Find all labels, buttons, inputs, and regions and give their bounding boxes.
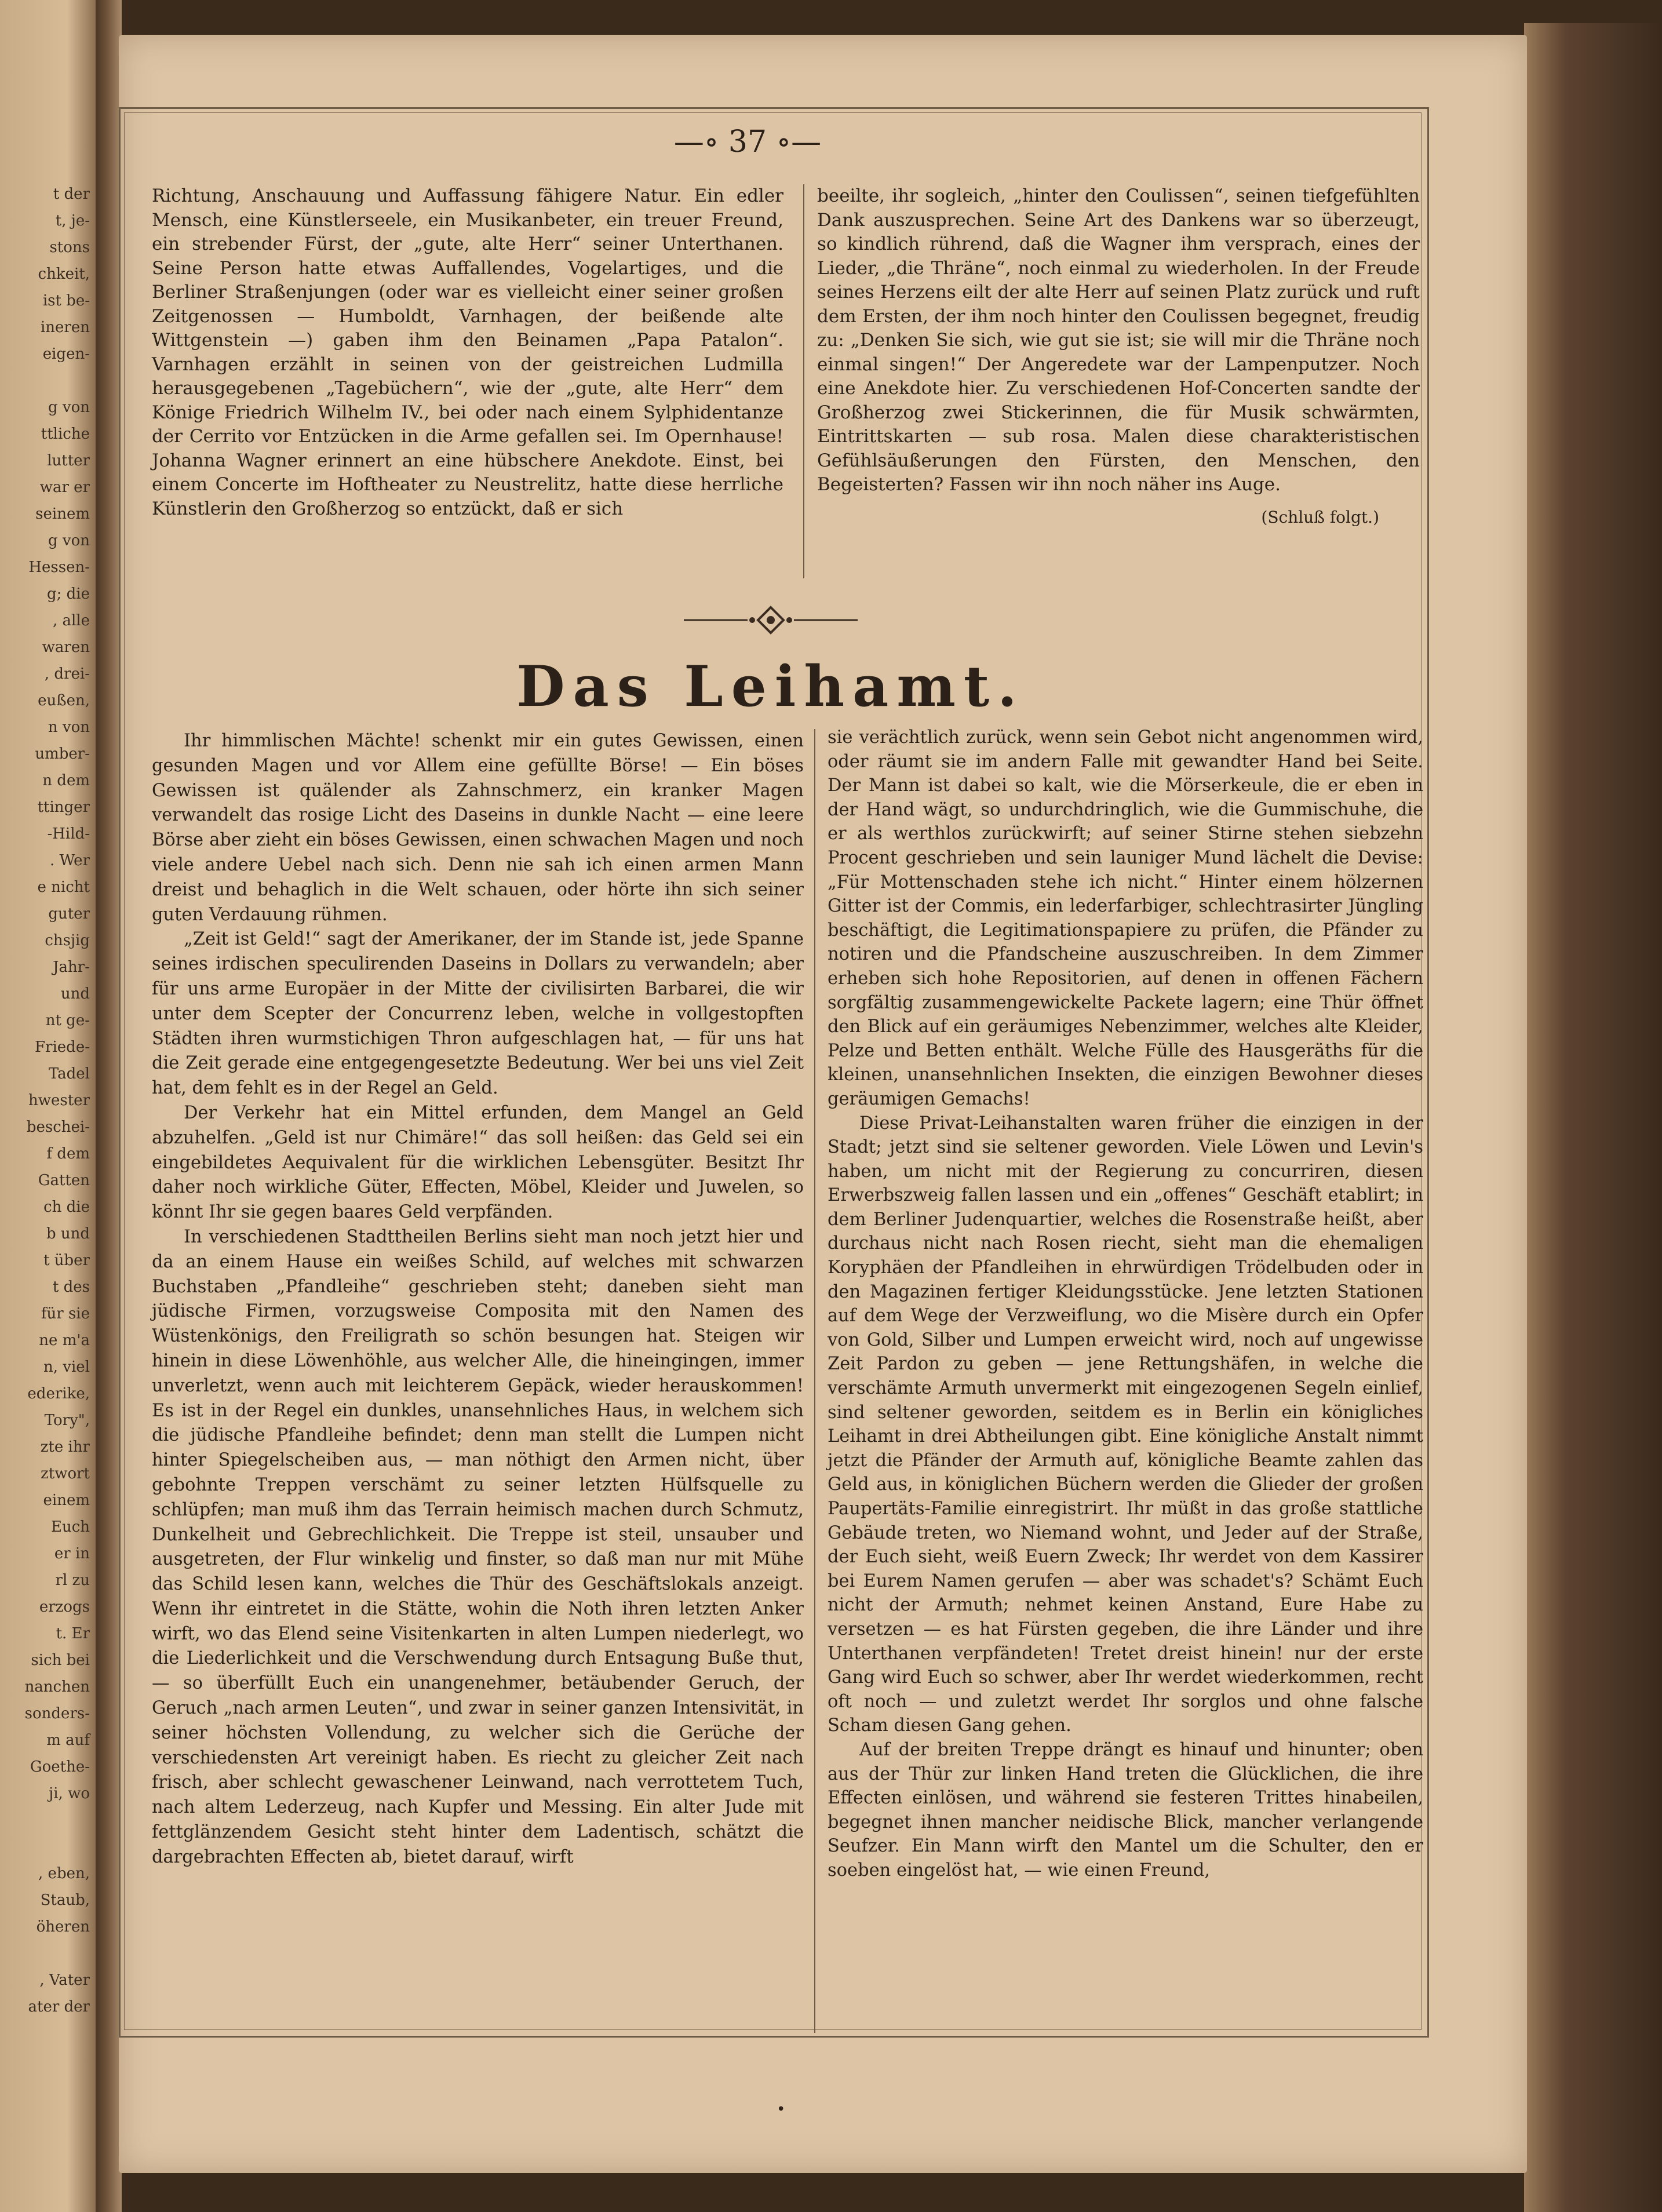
top-column-divider [803,184,804,578]
left-page-fragment: Tory", [44,1412,90,1429]
left-page-fragment: chsjig [45,932,90,949]
left-page-fragment: t der [53,185,90,203]
left-page-fragment: Euch [50,1518,90,1536]
left-page-fragment: ji, wo [49,1785,90,1802]
left-page-fragment: t, je- [55,212,90,229]
left-page-fragment: chkeit, [38,265,90,283]
left-page-fragment: g von [48,399,90,416]
left-page-fragment: -Hild- [47,825,90,843]
left-page-fragment: Staub, [40,1892,90,1909]
left-page-fragment: rl zu [55,1572,90,1589]
left-page-fragment: m auf [46,1732,90,1749]
left-page-fragment: Tadel [48,1065,90,1083]
left-page-fragment: war er [39,479,90,496]
left-page-fragment: , alle [52,612,90,629]
left-page-fragment: e nicht [37,879,90,896]
paragraph: „Zeit ist Geld!“ sagt der Amerikaner, der im Stande ist, jede Spanne seines irdischen speculirenden Daseins in Dollars zu verwandeln; aber für uns arme Europäer in der Mitte der civilisirten Barbarei, die wir unter dem Scepter der Concurrenz leben, welche in vollgestopften Städten ihren wurmstichigen Thron aufgeschlagen hat, — für uns hat die Zeit gerade eine entgegengesetzte Bedeutung. Wer bei uns viel Zeit hat, dem fehlt es in der Regel an Geld. [152,929,804,1099]
page-number-value: 37 [728,125,767,159]
left-page-fragment: nanchen [24,1678,90,1696]
left-page-fragment: erzogs [39,1598,90,1616]
page-number-dash-left: —∘ [673,125,719,159]
left-page-fragment: zte ihr [40,1438,90,1456]
paragraph: In verschiedenen Stadttheilen Berlins sieht man noch jetzt hier und da an einem Hause ein weißes Schild, auf welches mit schwarzen Buchstaben „Pfandleihe“ geschrieben steht; daneben sieht man jüdische Firmen, vorzugsweise Composita mit den Namen des Wüstenkönigs, den Freiligrath so schön besungen hat. Steigen wir hinein in diese Löwenhöhle, aus welcher Alle, die hineingingen, immer unverletzt, wenn auch mit leichterem Gepäck, wieder herauskommen! Es ist in der Regel ein dunkles, unansehnliches Haus, in welchem sich die jüdische Pfandleihe befindet; denn man stellt die Lumpen nicht hinter Spiegelscheiben aus, — man nöthigt den Armen nicht, über gebohnte Treppen verschämt zu seiner letzten Hülfsquelle zu schlüpfen; man muß ihm das Terrain heimisch machen durch Schmutz, Dunkelheit und Gebrechlichkeit. Die Treppe ist steil, unsauber und ausgetreten, der Flur winkelig und finster, so daß man nur mit Mühe das Schild lesen kann, welches die Thür des Geschäftslokals anzeigt. Wenn ihr eintretet in die Stätte, wohin die Noth ihren letzten Anker wirft, wo das Elend seine Visitenkarten in alten Lumpen niederlegt, wo die Liederlichkeit und die Verschwendung durch Entsagung Buße thut, — so überfüllt Euch ein unangenehmer, betäubender Geruch, der Geruch „nach armen Leuten“, und zwar in seiner ganzen Intensivität, in seiner höchsten Vollendung, zu welcher sich die Gerüche der verschiedensten Art vereinigt haben. Es riecht zu gleicher Zeit nach frisch, aber schlecht gewaschener Leinwand, nach verrottetem Tuch, nach altem Lederzeug, nach Kupfer und Messing. Ein alter Jude mit fettglänzendem Gesicht steht hinter dem Ladentisch, schätzt die dargebrachten Effecten ab, bietet darauf, wirft [152,1226,804,1867]
left-page-fragment: ne m'a [39,1332,90,1349]
left-page-fragment: , Vater [39,1972,90,1989]
left-page-fragment: seinem [35,505,90,523]
left-page-fragment: ater der [28,1998,90,2016]
left-page-fragment: eußen, [38,692,90,709]
book-gutter [96,0,122,2212]
left-page-fragment: n, viel [43,1358,90,1376]
left-page-fragment: b und [46,1225,90,1242]
main-left-column [152,729,804,1870]
left-page-fragment: t über [43,1252,90,1269]
main-right-column [828,726,1423,1883]
left-page-fragment: Hessen- [28,559,90,576]
left-page-fragment: , drei- [44,665,90,683]
left-page-fragment: ztwort [41,1465,90,1482]
left-page-fragment: sich bei [31,1652,90,1669]
left-page-fragment: ineren [40,319,90,336]
left-page-fragment: öheren [36,1918,90,1936]
paragraph: Der Verkehr hat ein Mittel erfunden, dem Mangel an Geld abzuhelfen. „Geld ist nur Chimäre!“ das soll heißen: das Geld sei ein eingebildetes Aequivalent für die wirklichen Lebensgüter. Besitzt Ihr daher noch wirkliche Güter, Effecten, Möbel, Kleider und Juwelen, so könnt Ihr sie gegen baares Geld verpfänden. [152,1102,804,1223]
left-page-fragment: nt ge- [45,1012,90,1029]
left-page-fragment: f dem [46,1145,90,1163]
left-page-fragment: g von [48,532,90,549]
paragraph: sie verächtlich zurück, wenn sein Gebot nicht angenommen wird, oder räumt sie im andern Falle mit gewandter Hand bei Seite. Der Mann ist dabei so kalt, wie die Mörserkeule, die er eben in der Hand wägt, so undurchdringlich, wie die Gummischuhe, die er als werthlos zurückwirft; auf seiner Stirne stehen siebzehn Procent geschrieben und sein launiger Mund lächelt die Devise: „Für Mottenschaden stehe ich nicht.“ Hinter einem hölzernen Gitter ist der Commis, ein lederfarbiger, schlechtrasirter Jüngling beschäftigt, die Legitimationspapiere zu prüfen, die Pfänder zu notiren und die Pfandscheine auszuschreiben. In dem Zimmer erheben sich hohe Repositorien, auf denen in offenen Fächern sorgfältig zusammengewickelte Packete lagern; eine Thür öffnet den Blick auf ein geräumiges Nebenzimmer, welches alte Kleider, Pelze und Betten enthält. Welche Fülle des Hausgeräths für die kleinen, unansehnlichen Insekten, die einzigen Bewohner dieses geräumigen Gemachs! [828,727,1423,1109]
paragraph: Richtung, Anschauung und Auffassung fähigere Natur. Ein edler Mensch, eine Künstlerseele, ein Musikanbeter, ein treuer Freund, ein strebender Fürst, der „gute, alte Herr“ seiner Unterthanen. Seine Person hatte etwas Auffallendes, Vogelartiges, und die Berliner Straßenjungen (oder war es vielleicht einer seiner großen Zeitgenossen — Humboldt, Varnhagen, der beißende alte Wittgenstein —) gaben ihm den Beinamen „Papa Patalon“. Varnhagen erzählt in seinen von der geistreichen Ludmilla herausgegebenen „Tagebüchern“, wie der „gute, alte Herr“ dem Könige Friedrich Wilhelm IV., bei oder nach einem Sylphidentanze der Cerrito vor Entzücken in die Arme gefallen sei. Im Opernhause! Johanna Wagner erinnert an eine hübschere Anekdote. Einst, bei einem Concerte im Hoftheater zu Neustrelitz, hatte diese herrliche Künstlerin den Großherzog so entzückt, daß er sich [152,185,783,519]
left-page-fragment: ttinger [37,799,90,816]
paragraph: Auf der breiten Treppe drängt es hinauf und hinunter; oben aus der Thür zur linken Hand treten die Glücklichen, die ihre Effecten einlösen, und während sie festeren Trittes hinabeilen, begegnet ihnen mancher neidische Blick, mancher verlangende Seufzer. Ein Mann wirft den Mantel um die Schulter, den er soeben eingelöst hat, — wie einen Freund, [828,1739,1423,1881]
left-page-fragment: waren [42,639,90,656]
left-page-fragment: Gatten [38,1172,90,1189]
left-page-fragment: umber- [35,745,90,763]
left-page-fragment: guter [48,905,90,923]
adjacent-page-strip [0,0,96,2212]
left-page-fragment: Goethe- [30,1758,90,1776]
left-page-fragment: sonders- [24,1705,90,1722]
book-cover-edge [1524,23,1662,2212]
left-page-fragment: , eben, [38,1865,90,1882]
left-page-fragment: ederike, [27,1385,90,1402]
left-page-fragment: für sie [41,1305,90,1322]
top-left-column [152,184,783,521]
paragraph: Ihr himmlischen Mächte! schenkt mir ein gutes Gewissen, einen gesunden Magen und vor Allem eine gefüllte Börse! — Ein böses Gewissen ist quälender als Zahnschmerz, ein kranker Magen verwandelt das rosige Licht des Daseins in dunkle Nacht — eine leere Börse aber zieht ein böses Gewissen, einen schwachen Magen und noch viele andere Uebel nach sich. Denn nie sah ich einen armen Mann dreist und behaglich in die Welt schauen, oder hörte ihn sich seiner guten Verdauung rühmen. [152,731,804,925]
left-page-fragment: n von [48,719,90,736]
closing-note: (Schluß folgt.) [1261,507,1379,527]
section-ornament [684,603,858,637]
page-number [661,125,834,159]
left-page-fragment: ch die [43,1198,90,1216]
top-right-column [817,184,1420,529]
paragraph: Diese Privat-Leihanstalten waren früher die einzigen in der Stadt; jetzt sind sie seltener geworden. Viele Löwen und Levin's haben, um nicht mit der Regierung zu concurriren, diesen Erwerbszweig fallen lassen und ein „offenes“ Geschäft etablirt; in dem Berliner Judenquartier, welches die Rosenstraße heißt, aber durchaus nicht nach Rosen riecht, sieht man die ehemaligen Koryphäen der Pfandleihen in ehrwürdigen Trödelbuden oder in den Magazinen fertiger Kleidungsstücke. Jene letzten Stationen auf dem Wege der Verzweiflung, wo die Misère durch ein Opfer von Gold, Silber und Lumpen erweicht wird, noch auf ungewisse Zeit Pardon zu geben — jene Rettungshäfen, in welche die verschämte Armuth unvermerkt mit eingezogenen Segeln einlief, sind seltener geworden, seitdem es in Berlin ein königliches Leihamt in drei Abtheilungen gibt. Eine königliche Anstalt nimmt jetzt die Pfänder der Armuth auf, königliche Beamte zahlen das Geld aus, in königlichen Büchern werden die Glieder der großen Paupertäts-Familie einregistrirt. Ihr müßt in das große stattliche Gebäude treten, wo Niemand wohnt, und Jeder auf der Straße, der Euch sieht, weiß Euern Zweck; Ihr werdet von dem Kassirer bei Eurem Namen gerufen — aber was schadet's? Schämt Euch nicht der Armuth; nehmet keinen Anstand, Eure Habe zu versetzen — es hat Fürsten gegeben, die ihre Länder und ihre Unterthanen verpfändeten! Tretet dreist hinein! nur der erste Gang wird Euch so schwer, aber Ihr werdet wiederkommen, recht oft noch — und zuletzt werdet Ihr sorglos und ohne falsche Scham diesen Gang gehen. [828,1113,1423,1736]
footer-mark: • [777,2101,786,2118]
left-page-fragment: g; die [46,585,90,603]
main-column-divider [814,729,815,2033]
left-page-fragment: Jahr- [53,959,90,976]
left-page-fragment: eigen- [42,345,90,363]
left-page-fragment: ttliche [41,425,90,443]
left-page-fragment: und [60,985,90,1003]
left-page-fragment: einem [43,1492,90,1509]
paragraph: beeilte, ihr sogleich, „hinter den Coulissen“, seinen tiefgefühlten Dank auszusprechen. Seine Art des Dankens war so überzeugt, so kindlich rührend, daß die Wagner ihm versprach, eines der Lieder, „die Thräne“, noch einmal zu wiederholen. In der Freude seines Herzens eilt der alte Herr auf seinen Platz zurück und ruft dem Ersten, der ihm noch hinter den Coulissen begegnet, freudig zu: „Denken Sie sich, wie gut sie ist; sie will mir die Thräne noch einmal singen!“ Der Angeredete war der Lampenputzer. Noch eine Anekdote hier. Zu verschiedenen Hof-Concerten sandte der Großherzog zwei Stickerinnen, die für Musik schwärmten, Eintrittskarten — sub rosa. Malen diese charakteristischen Gefühlsäußerungen den Fürsten, den Menschen, den Begeisterten? Fassen wir ihn noch näher ins Auge. [817,185,1420,495]
page-number-dash-right: ∘— [776,125,822,159]
article-title: Das Leihamt. [516,654,1025,719]
left-page-fragment: ist be- [42,292,90,309]
left-page-fragment: Friede- [35,1038,90,1056]
left-page-fragment: hwester [28,1092,90,1109]
left-page-fragment: er in [54,1545,90,1562]
left-page-fragment: t des [52,1278,90,1296]
left-page-fragment: n dem [42,772,90,789]
left-page-fragment: . Wer [50,852,90,869]
left-page-fragment: lutter [47,452,90,469]
left-page-fragment: stons [49,239,90,256]
left-page-fragment: beschei- [26,1118,90,1136]
left-page-fragment: t. Er [56,1625,90,1642]
